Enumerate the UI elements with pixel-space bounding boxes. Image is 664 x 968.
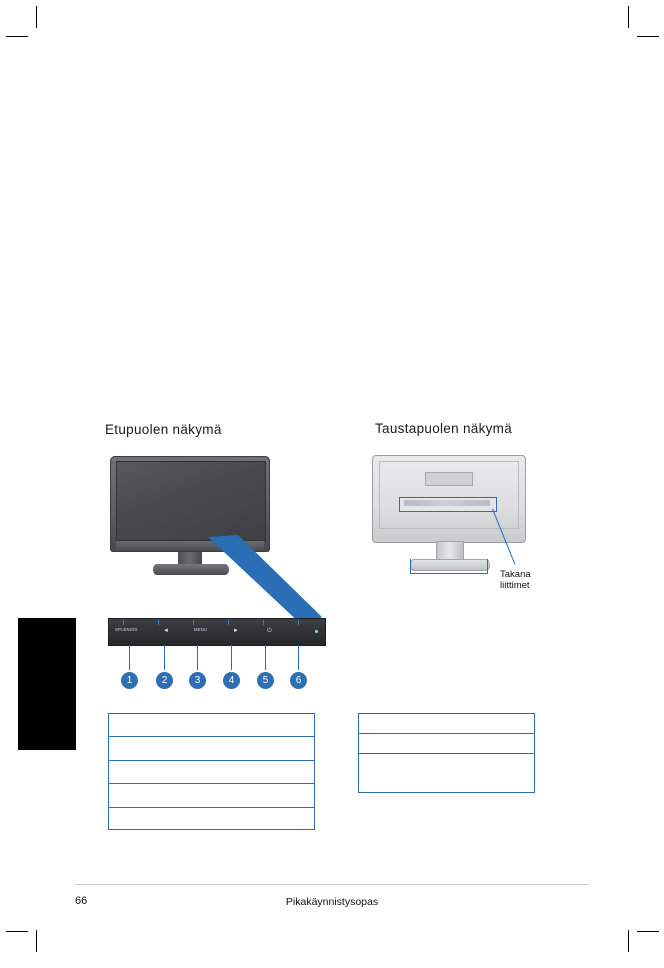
leader-line-2: [164, 645, 165, 670]
callout-bullet-3: 3: [189, 672, 206, 689]
crop-mark-bottom-right: [628, 930, 629, 952]
front-control-strip[interactable]: [108, 618, 326, 646]
leader-line-4: [231, 645, 232, 670]
leader-line-3: [197, 645, 198, 670]
crop-mark-top-left-h: [6, 36, 28, 37]
callout-bullet-1: 1: [121, 672, 138, 689]
rear-connectors-callout: [500, 569, 531, 591]
rear-guide-line-right: [487, 559, 488, 573]
tick-mark-3: [193, 620, 194, 625]
rear-connectors-strip: [404, 500, 490, 506]
table-row: [359, 734, 534, 754]
page-side-tab: [18, 618, 76, 750]
crop-mark-bottom-right-h: [637, 931, 659, 932]
monitor-rear-body: [372, 455, 526, 543]
table-row: [109, 761, 314, 784]
crop-mark-top-right: [628, 6, 629, 28]
tick-mark-2: [158, 620, 159, 625]
leader-line-6: [298, 645, 299, 670]
table-row: [359, 714, 534, 734]
table-row: [109, 784, 314, 807]
callout-bullet-5: 5: [257, 672, 274, 689]
table-row: [109, 808, 314, 831]
footer-page-number: 66: [75, 895, 88, 907]
callout-bullet-4: 4: [223, 672, 240, 689]
left-arrow-icon[interactable]: ◄: [163, 628, 169, 634]
rear-callout-line-2: liittimet: [500, 580, 530, 591]
leader-line-5: [265, 645, 266, 670]
tick-mark-6: [298, 620, 299, 625]
callout-bullet-6: 6: [290, 672, 307, 689]
power-button-icon[interactable]: ⏻: [267, 628, 272, 634]
tick-mark-4: [228, 620, 229, 625]
rear-guide-line-bottom: [410, 573, 488, 574]
footer-divider: [75, 884, 589, 885]
rear-callout-line-1: Takana: [500, 569, 531, 580]
monitor-rear-illustration: [372, 455, 532, 580]
right-arrow-icon[interactable]: ►: [233, 628, 239, 634]
crop-mark-bottom-left-h: [6, 931, 28, 932]
crop-mark-bottom-left: [36, 930, 37, 952]
monitor-rear-base: [410, 559, 490, 571]
callout-wedge: [200, 535, 325, 630]
vesa-mount-plate: [425, 472, 473, 486]
crop-mark-top-left: [36, 6, 37, 28]
table-row: [359, 754, 534, 792]
rear-guide-line-left: [410, 559, 411, 573]
tick-mark-5: [263, 620, 264, 625]
monitor-front-screen: [116, 461, 266, 541]
front-controls-table: [108, 713, 315, 830]
section-heading-rear: Taustapuolen näkymä: [375, 421, 513, 436]
callout-bullet-2: 2: [156, 672, 173, 689]
power-led-indicator: [315, 630, 318, 633]
leader-line-1: [129, 645, 130, 670]
rear-connectors-table: [358, 713, 535, 793]
table-row: [109, 737, 314, 760]
tick-mark-1: [123, 620, 124, 625]
section-heading-front: Etupuolen näkymä: [105, 422, 222, 437]
table-row: [109, 714, 314, 737]
crop-mark-top-right-h: [637, 36, 659, 37]
monitor-rear-neck: [436, 541, 464, 561]
footer-title: Pikakäynnistysopas: [285, 896, 379, 908]
splendid-button-label[interactable]: SPLENDID: [115, 627, 138, 632]
menu-button-label[interactable]: MENU: [194, 627, 208, 632]
